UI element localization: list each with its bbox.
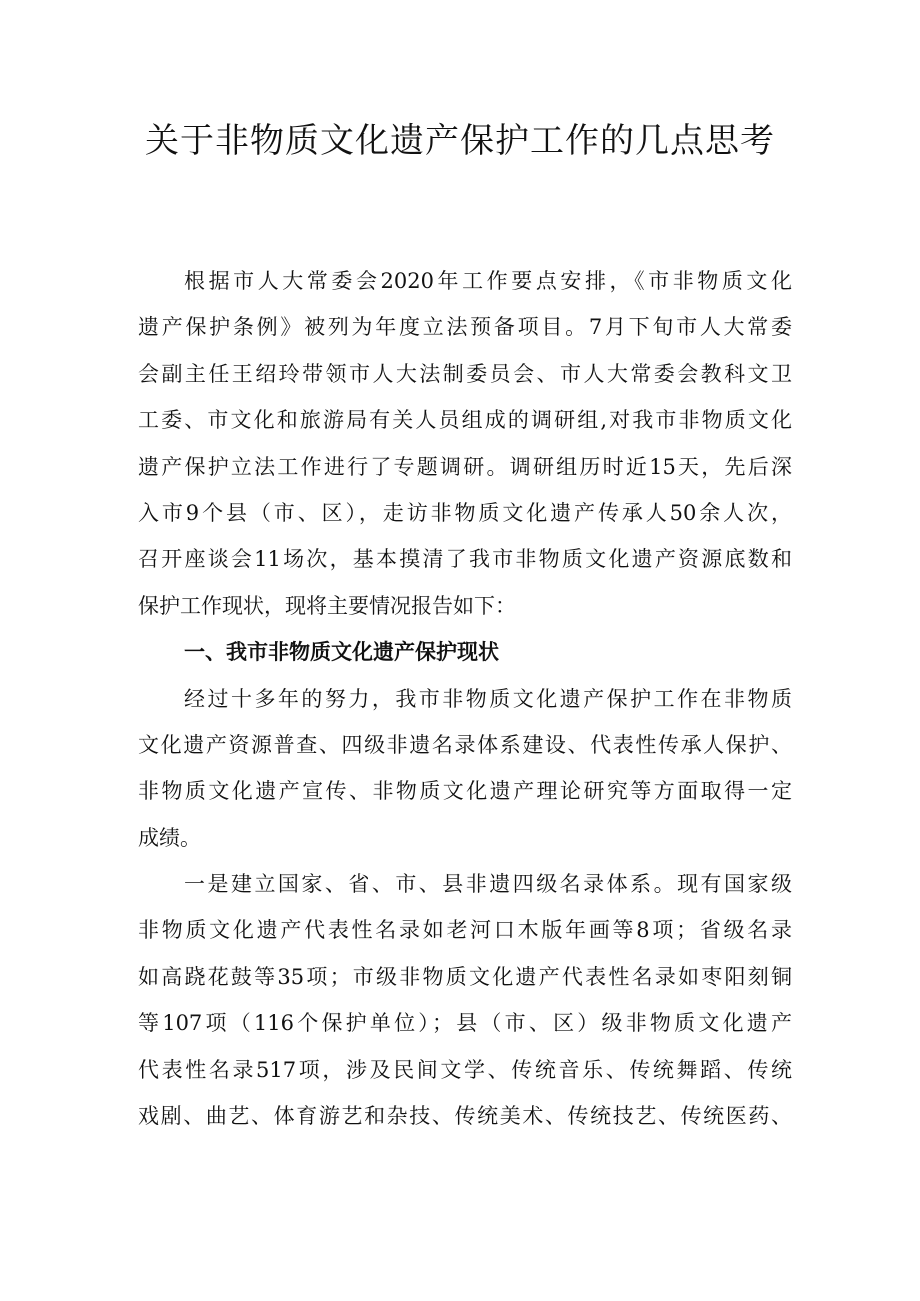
paragraph-3-line-5: 代表性名录517项，涉及民间文学、传统音乐、传统舞蹈、传统 bbox=[138, 1057, 792, 1082]
paragraph-2-line-2: 文化遗产资源普查、四级非遗名录体系建设、代表性传承人保护、 bbox=[138, 732, 792, 757]
document-title: 关于非物质文化遗产保护工作的几点思考 bbox=[145, 121, 775, 161]
document-body bbox=[138, 258, 792, 1139]
paragraph-2-line-3: 非物质文化遗产宣传、非物质文化遗产理论研究等方面取得一定 bbox=[138, 779, 792, 804]
paragraph-3-line-4: 等107项（116个保护单位）；县（市、区）级非物质文化遗产 bbox=[138, 1011, 792, 1036]
paragraph-1-line-1: 根据市人大常委会2020年工作要点安排，《市非物质文化 bbox=[184, 269, 792, 293]
paragraph-1-line-7: 召开座谈会11场次，基本摸清了我市非物质文化遗产资源底数和 bbox=[138, 547, 792, 572]
paragraph-3-line-3: 如高跷花鼓等35项；市级非物质文化遗产代表性名录如枣阳刻铜 bbox=[138, 964, 792, 989]
paragraph-1-line-2: 遗产保护条例》被列为年度立法预备项目。7月下旬市人大常委 bbox=[138, 315, 792, 340]
paragraph-1-line-8: 保护工作现状，现将主要情况报告如下： bbox=[138, 593, 516, 618]
paragraph-2-line-4: 成绩。 bbox=[138, 825, 201, 850]
paragraph-3-line-6: 戏剧、曲艺、体育游艺和杂技、传统美术、传统技艺、传统医药、 bbox=[138, 1104, 792, 1129]
paragraph-1-line-6: 入市9个县（市、区），走访非物质文化遗产传承人50余人次， bbox=[138, 500, 792, 525]
section-heading: 一、我市非物质文化遗产保护现状 bbox=[184, 639, 499, 665]
paragraph-3-line-1: 一是建立国家、省、市、县非遗四级名录体系。现有国家级 bbox=[184, 872, 792, 897]
paragraph-1-line-3: 会副主任王绍玲带领市人大法制委员会、市人大常委会教科文卫 bbox=[138, 361, 792, 386]
paragraph-2-line-1: 经过十多年的努力，我市非物质文化遗产保护工作在非物质 bbox=[184, 686, 792, 711]
paragraph-1-line-5: 遗产保护立法工作进行了专题调研。调研组历时近15天，先后深 bbox=[138, 454, 792, 479]
paragraph-1-line-4: 工委、市文化和旅游局有关人员组成的调研组,对我市非物质文化 bbox=[138, 408, 792, 433]
paragraph-3-line-2: 非物质文化遗产代表性名录如老河口木版年画等8项；省级名录 bbox=[138, 918, 792, 943]
